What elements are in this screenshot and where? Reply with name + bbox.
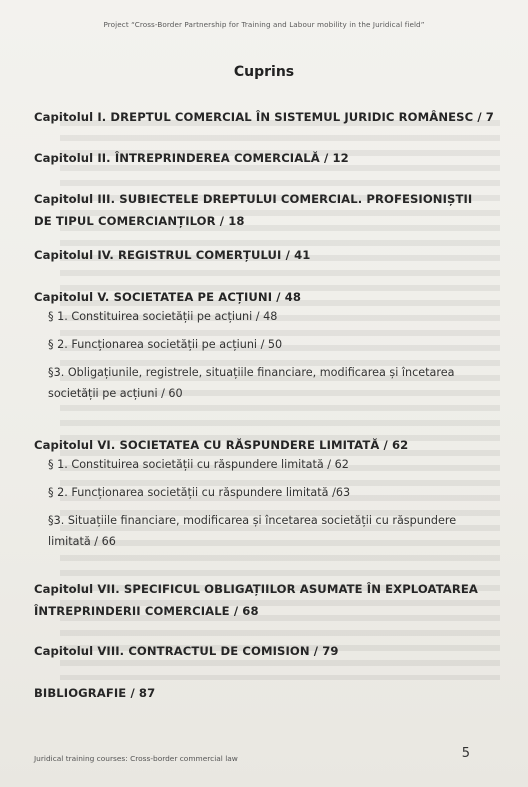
toc-section: § 2. Funcționarea societății cu răspundere limitată /63 — [48, 486, 351, 499]
chapter-title: CONTRACTUL DE COMISION / 79 — [128, 644, 339, 658]
toc-chapter-2 — [34, 147, 494, 169]
toc-chapter-3 — [34, 188, 494, 232]
chapter-prefix: Capitolul III. — [34, 192, 116, 206]
chapter-prefix: Capitolul VII. — [34, 582, 120, 596]
page-title: Cuprins — [233, 64, 295, 80]
toc-section: § 1. Constituirea societății cu răspundere limitată / 62 — [48, 458, 349, 471]
toc-chapter-7 — [34, 578, 494, 622]
chapter-title: REGISTRUL COMERȚULUI / 41 — [118, 248, 311, 262]
toc-chapter-6 — [34, 434, 494, 456]
toc-section: § 2. Funcționarea societății pe acțiuni / 50 — [48, 338, 283, 351]
chapter-title: SUBIECTELE DREPTULUI COMERCIAL. PROFESIONIȘTII DE TIPUL COMERCIANȚILOR / 18 — [34, 192, 473, 228]
chapter-title: SPECIFICUL OBLIGAȚIILOR ASUMATE ÎN EXPLOATAREA ÎNTREPRINDERII COMERCIALE / 68 — [34, 582, 478, 618]
chapter-prefix: Capitolul VI. — [34, 438, 116, 452]
chapter-title: DREPTUL COMERCIAL ÎN SISTEMUL JURIDIC ROMÂNESC / 7 — [110, 110, 494, 124]
toc-chapter-8 — [34, 640, 494, 662]
toc-section: § 1. Constituirea societății pe acțiuni / 48 — [48, 310, 278, 323]
chapter-title: ÎNTREPRINDEREA COMERCIALĂ / 12 — [114, 151, 349, 165]
chapter-prefix: Capitolul IV. — [34, 248, 114, 262]
chapter-prefix: Capitolul I. — [34, 110, 107, 124]
toc-bibliography — [34, 682, 494, 704]
chapter-prefix: Capitolul II. — [34, 151, 111, 165]
toc-section: §3. Situațiile financiare, modificarea și încetarea societății cu răspundere limitată / 66 — [48, 514, 457, 548]
toc-chapter-5 — [34, 286, 494, 308]
toc-chapter-1 — [34, 106, 494, 128]
chapter-title: SOCIETATEA PE ACȚIUNI / 48 — [113, 290, 302, 304]
toc-section: §3. Obligațiunile, registrele, situațiile financiare, modificarea și încetarea societății pe acțiuni / 60 — [48, 366, 455, 400]
page-header: Project “Cross-Border Partnership for Training and Labour mobility in the Juridical field” — [103, 20, 425, 29]
chapter-prefix: Capitolul V. — [34, 290, 110, 304]
toc-chapter-4 — [34, 244, 494, 266]
chapter-title: BIBLIOGRAFIE / 87 — [34, 686, 156, 700]
chapter-title: SOCIETATEA CU RĂSPUNDERE LIMITATĂ / 62 — [119, 438, 409, 452]
page-footer: Juridical training courses: Cross-border commercial law — [34, 754, 238, 763]
page-number: 5 — [461, 746, 470, 761]
table-of-contents — [34, 106, 494, 704]
chapter-prefix: Capitolul VIII. — [34, 644, 125, 658]
